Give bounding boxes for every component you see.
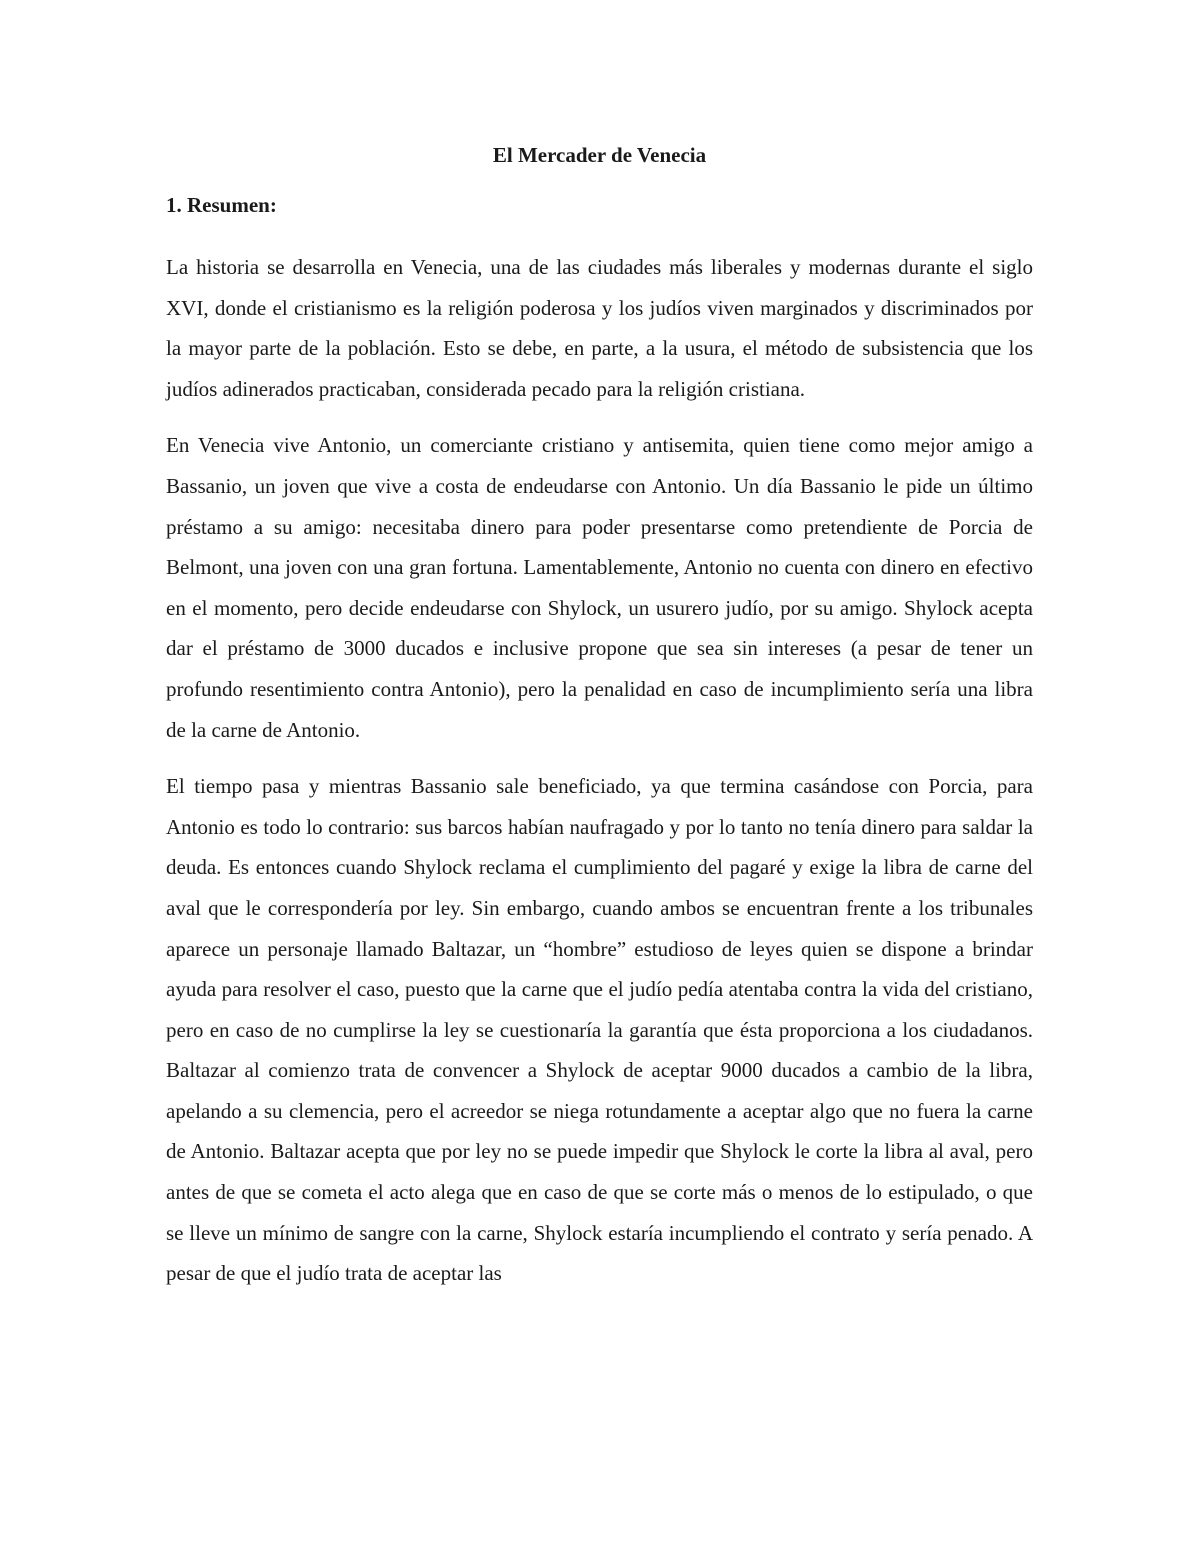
paragraph-trial: El tiempo pasa y mientras Bassanio sale beneficiado, ya que termina casándose con Porcia, para Antonio es todo lo contrario: sus barcos habían naufragado y por lo tanto no tenía dinero para saldar la deuda. Es entonces cuando Shylock reclama el cumplimiento del pagaré y exige la libra de carne del aval que le correspondería por ley. Sin embargo, cuando ambos se encuentran frente a los tribunales aparece un personaje llamado Baltazar, un “hombre” estudioso de leyes quien se dispone a brindar ayuda para resolver el caso, puesto que la carne que el judío pedía atentaba contra la vida del cristiano, pero en caso de no cumplirse la ley se cuestionaría la garantía que ésta proporciona a los ciudadanos. Baltazar al comienzo trata de convencer a Shylock de aceptar 9000 ducados a cambio de la libra, apelando a su clemencia, pero el acreedor se niega rotundamente a aceptar algo que no fuera la carne de Antonio. Baltazar acepta que por ley no se puede impedir que Shylock le corte la libra al aval, pero antes de que se cometa el acto alega que en caso de que se corte más o menos de lo estipulado, o que se lleve un mínimo de sangre con la carne, Shylock estaría incumpliendo el contrato y sería penado. A pesar de que el judío trata de aceptar las — [166, 774, 1033, 1286]
document-page — [166, 140, 1033, 1310]
paragraph-intro: La historia se desarrolla en Venecia, una de las ciudades más liberales y modernas durante el siglo XVI, donde el cristianismo es la religión poderosa y los judíos viven marginados y discriminados por la mayor parte de la población. Esto se debe, en parte, a la usura, el método de subsistencia que los judíos adinerados practicaban, considerada pecado para la religión cristiana. — [166, 255, 1033, 401]
document-title: El Mercader de Venecia — [492, 143, 707, 167]
section-heading: 1. Resumen: — [166, 193, 277, 217]
paragraph-antonio: En Venecia vive Antonio, un comerciante cristiano y antisemita, quien tiene como mejor amigo a Bassanio, un joven que vive a costa de endeudarse con Antonio. Un día Bassanio le pide un último préstamo a su amigo: necesitaba dinero para poder presentarse como pretendiente de Porcia de Belmont, una joven con una gran fortuna. Lamentablemente, Antonio no cuenta con dinero en efectivo en el momento, pero decide endeudarse con Shylock, un usurero judío, por su amigo. Shylock acepta dar el préstamo de 3000 ducados e inclusive propone que sea sin intereses (a pesar de tener un profundo resentimiento contra Antonio), pero la penalidad en caso de incumplimiento sería una libra de la carne de Antonio. — [166, 433, 1033, 742]
